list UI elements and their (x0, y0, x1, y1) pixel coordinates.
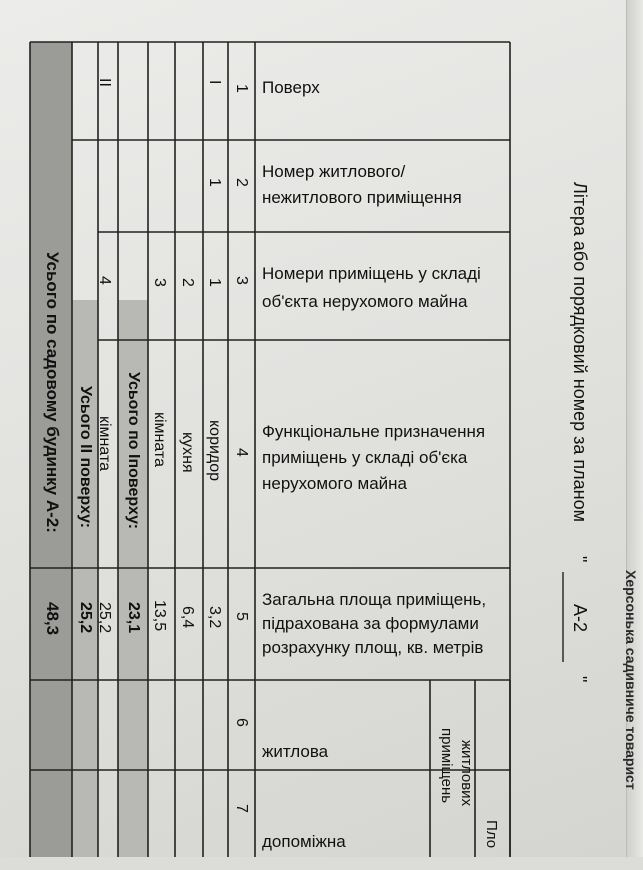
litera-quote-close: " (570, 676, 590, 683)
row2-num: 2 (179, 278, 196, 287)
column-1-label: Поверх (262, 78, 320, 97)
litera-quote-open: " (570, 556, 590, 563)
litera-value: А-2 (570, 604, 590, 633)
row3-name: кімната (151, 412, 168, 467)
column-4-label-line1: Функціональне призначення (262, 422, 486, 441)
column-5-label-line1: Загальна площа приміщень, (262, 590, 487, 609)
column-4-label-line3: нерухомого майна (262, 474, 407, 493)
row1-area: 3,2 (206, 606, 223, 629)
row2-name: кухня (179, 432, 196, 473)
group-top-label: Пло (483, 820, 500, 849)
column-7-label: допоміжна (262, 832, 346, 851)
column-5-label-line3: розрахунку площ, кв. метрів (262, 638, 484, 657)
row1-name: коридор (206, 420, 223, 482)
column-3-number: 3 (233, 276, 250, 285)
row3-area: 13,5 (151, 600, 168, 632)
floor1-floor-cell: I (206, 80, 223, 85)
floor2-total-value: 25,2 (77, 602, 94, 634)
floor1-total-value: 23,1 (125, 602, 142, 634)
column-7-number: 7 (233, 804, 250, 813)
column-6-number: 6 (233, 718, 250, 727)
row1-num: 1 (206, 278, 223, 287)
column-3-label-line1: Номери приміщень у складі (262, 264, 481, 283)
floor1-total-label: Усього по Iповерху: (125, 372, 142, 530)
column-2-label-line1: Номер житлового/ (262, 162, 406, 181)
floor2-total-label: Усього II поверху: (77, 386, 94, 529)
building-total-value: 48,3 (43, 602, 62, 636)
column-4-number: 4 (233, 448, 250, 457)
row4-name: кімната (96, 416, 113, 471)
edge-label: Херсонька садивниче товарист (623, 570, 639, 790)
column-6-label: житлова (262, 742, 329, 761)
column-1-number: 1 (233, 84, 250, 93)
row4-area: 25,2 (96, 602, 113, 634)
row3-num: 3 (151, 278, 168, 287)
litera-label: Літера або порядковий номер за планом (570, 182, 590, 522)
column-5-label-line2: підрахована за формулами (262, 614, 479, 633)
column-2-number: 2 (233, 178, 250, 187)
floor2-floor-cell: II (96, 78, 113, 87)
column-2-label-line2: нежитлового приміщення (262, 188, 462, 207)
row4-num: 4 (96, 276, 113, 285)
row2-area: 6,4 (179, 606, 196, 629)
column-4-label-line2: приміщень у складі об'єка (262, 448, 468, 467)
column-5-number: 5 (233, 612, 250, 621)
floor1-apt-cell: 1 (206, 178, 223, 187)
column-3-label-line2: об'єкта нерухомого майна (262, 292, 468, 311)
group-label-line1: житлових (458, 740, 475, 807)
group-label-line2: приміщень (438, 728, 455, 804)
building-total-label: Усього по садовому будинку А-2: (43, 252, 62, 533)
